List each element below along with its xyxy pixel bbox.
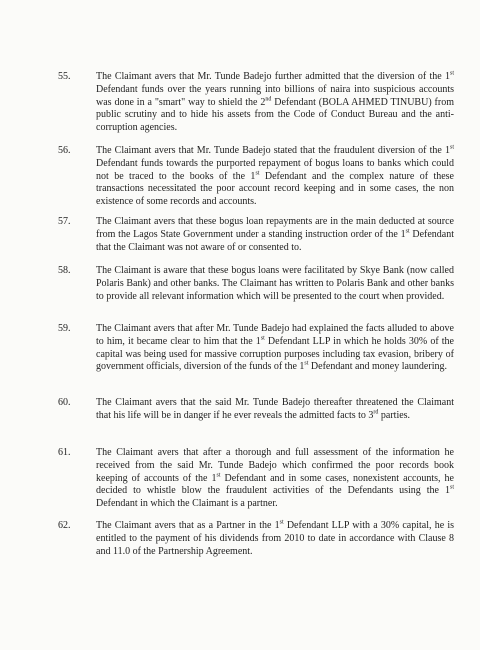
paragraph-text: The Claimant avers that the said Mr. Tunde Badejo thereafter threatened the Claimant that his life will be in danger if he ever reveals the admitted facts to 3rd parties. bbox=[96, 397, 454, 421]
paragraph-number: 60. bbox=[58, 397, 71, 408]
paragraph-text: The Claimant avers that after Mr. Tunde Badejo had explained the facts alluded to above to him, it became clear to him that the 1st Defendant LLP in which he holds 30% of the capital was being used for massive corruption purposes including tax evasion, bribery of government officials, diversion of the funds of the 1st Defendant and money laundering. bbox=[96, 323, 454, 373]
paragraph-number: 56. bbox=[58, 145, 71, 156]
paragraph-text: The Claimant avers that Mr. Tunde Badejo further admitted that the diversion of the 1st Defendant funds over the years running into billions of naira into suspicious accounts was done in a "smart" way to shield the 2nd Defendant (BOLA AHMED TINUBU) from public scrutiny and to hide his assets from the Code of Conduct Bureau and the anti-corruption agencies. bbox=[96, 70, 454, 134]
paragraph-number: 58. bbox=[58, 265, 71, 276]
paragraph-number: 61. bbox=[58, 447, 71, 458]
paragraph-text: The Claimant avers that these bogus loan repayments are in the main deducted at source from the Lagos State Government under a standing instruction order of the 1st Defendant that the Claimant was not aware of or consented to. bbox=[96, 216, 454, 253]
paragraph-number: 62. bbox=[58, 520, 71, 531]
paragraph-text: The Claimant avers that after a thorough and full assessment of the information he received from the said Mr. Tunde Badejo which confirmed the poor records book keeping of accounts of the 1st Defendant and in some cases, nonexistent accounts, he decided to whistle blow the fraudulent activities of the Defendants using the 1st Defendant in which the Claimant is a partner. bbox=[96, 447, 454, 510]
paragraph-number: 59. bbox=[58, 323, 71, 334]
paragraph-number: 57. bbox=[58, 216, 71, 227]
paragraph-text: The Claimant avers that as a Partner in the 1st Defendant LLP with a 30% capital, he is entitled to the payment of his dividends from 2010 to date in accordance with Clause 8 and 11.0 of the Partnership Agreement. bbox=[96, 519, 454, 557]
paragraph-text: The Claimant avers that Mr. Tunde Badejo stated that the fraudulent diversion of the 1st Defendant funds towards the purported repayment of bogus loans to banks which could not be traced to the books of the 1st Defendant and the complex nature of these transactions necessitated the poor account record keeping and in some cases, the non existence of some records and accounts. bbox=[96, 144, 454, 208]
paragraph-number: 55. bbox=[58, 71, 71, 82]
paragraph-text: The Claimant is aware that these bogus loans were facilitated by Skye Bank (now called Polaris Bank) and other banks. The Claimant has written to Polaris Bank and other banks to provide all relevant information which will be presented to the court when provided. bbox=[96, 265, 454, 302]
